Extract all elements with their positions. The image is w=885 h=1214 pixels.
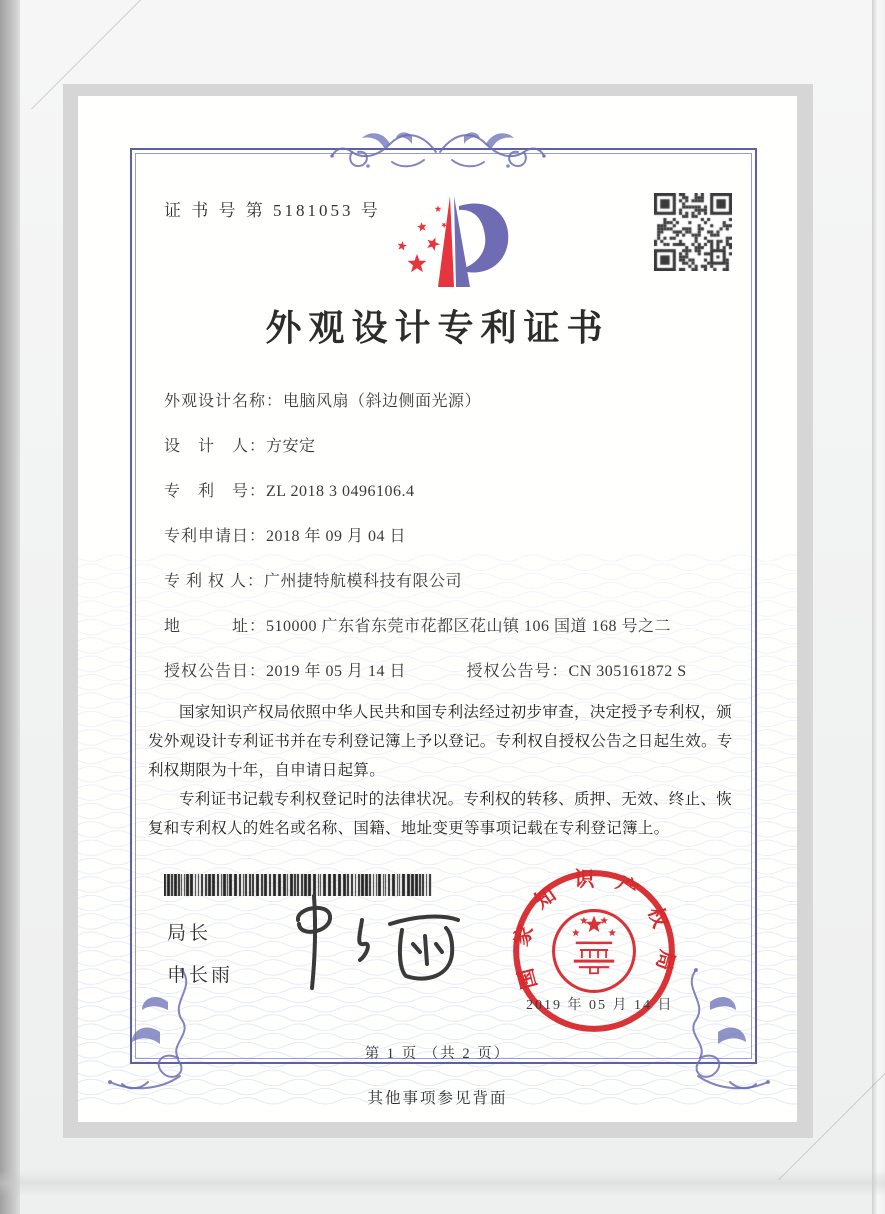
picture-frame-bottom-bevel: [0, 1170, 885, 1196]
officer-title: 局长: [167, 923, 212, 944]
seal-date: 2019 年 05 月 14 日: [526, 998, 674, 1013]
field-value: 2018 年 09 月 04 日: [266, 528, 407, 545]
cnipa-logo-icon: [393, 194, 521, 290]
field-value: 电脑风扇（斜边侧面光源）: [283, 393, 482, 410]
certificate-title: 外观设计专利证书: [265, 308, 610, 348]
picture-frame-right-edge: [872, 0, 885, 1214]
field-row-filing-date: [164, 523, 687, 546]
field-label: 设 计 人：: [164, 438, 267, 455]
grant-date-value: 2019 年 05 月 14 日: [266, 663, 407, 680]
legal-paragraph-1: 国家知识产权局依照中华人民共和国专利法经过初步审查，决定授予专利权，颁发外观设计专利证书并在专利登记簿上予以登记。专利权自授权公告之日起生效。专利权期限为十年，自申请日起算。: [148, 704, 733, 779]
qr-code-icon: [654, 193, 732, 271]
field-row-address: [164, 613, 687, 636]
field-row-grant: [164, 658, 687, 681]
handwritten-signature-icon: [270, 886, 480, 998]
field-value: 510000 广东省东莞市花都区花山镇 106 国道 168 号之二: [266, 618, 672, 635]
page-number: 第 1 页 （共 2 页）: [364, 1046, 511, 1062]
certificate-fields: [164, 388, 687, 703]
certificate-paper: [78, 96, 797, 1122]
field-row-patent-number: [164, 478, 687, 501]
field-row-design-name: [164, 388, 687, 411]
field-value: 方安定: [266, 438, 316, 455]
grant-number-label: 授权公告号：: [466, 663, 569, 680]
officer-block: [167, 918, 233, 1002]
field-row-designer: [164, 433, 687, 456]
certificate-number: 证 书 号 第 5181053 号: [164, 201, 381, 220]
field-label: 专 利 号：: [164, 483, 267, 500]
officer-name: 申长雨: [167, 965, 234, 986]
field-value: ZL 2018 3 0496106.4: [266, 483, 415, 500]
legal-paragraphs: [148, 698, 744, 843]
seal-ring-text: 国家知识产权局: [509, 869, 679, 992]
field-row-patentee: [164, 568, 687, 591]
field-value: 广州捷特航模科技有限公司: [264, 573, 463, 590]
official-red-seal-icon: [503, 860, 685, 1042]
field-label: 专利申请日：: [164, 528, 267, 545]
field-label: 外观设计名称：: [164, 393, 284, 410]
back-side-note: 其他事项参见背面: [367, 1090, 508, 1107]
field-label: 专 利 权 人：: [164, 573, 265, 590]
picture-frame-left-edge: [0, 0, 20, 1214]
grant-number-value: CN 305161872 S: [568, 663, 687, 680]
grant-date-label: 授权公告日：: [164, 663, 267, 680]
certificate-content: [78, 96, 797, 1122]
legal-paragraph-2: 专利证书记载专利权登记时的法律状况。专利权的转移、质押、无效、终止、恢复和专利权人的姓名或名称、国籍、地址变更等事项记载在专利登记簿上。: [148, 791, 733, 837]
field-label: 地 址：: [164, 618, 267, 635]
